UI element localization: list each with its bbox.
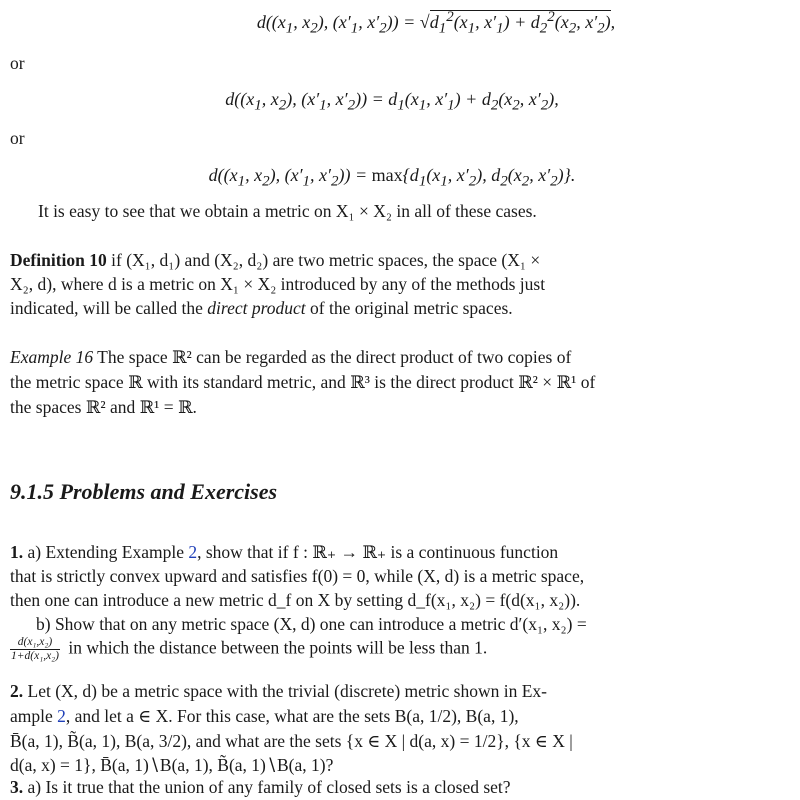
example-2-link[interactable]: 2: [188, 542, 198, 562]
direct-product-term: direct product: [207, 298, 306, 318]
problem-2-line-1: [10, 680, 547, 702]
or-word-2: or: [10, 128, 25, 148]
formula-max-metric: $d((x_1$, $x_2$), ($x'_1$, $x'_2)) = \max\{d_1(x_1$, $x'_2$), $d_2(x_2$, $x'_2$)}.: [208, 165, 576, 190]
problem-3-text-1: a) Is it true that the union of any family of closed sets is a closed set?: [27, 777, 511, 797]
problem-2-text-1: Let (X, d) be a metric space with the trivial (discrete) metric shown in Ex-: [27, 681, 547, 701]
formula-sum-metric: $d((x_1$, $x_2$), ($x'_1$, $x'_2)) = d_1(x_1$, $x'_1) + d_2(x_2$, $x'_2$),: [225, 89, 559, 114]
problem-1-line-4: b) Show that on any metric space (X, d) one can introduce a metric d′(x₁, x₂) =: [36, 614, 587, 634]
problem-1-text-5: in which the distance between the points will be less than 1.: [68, 637, 488, 658]
definition-label: Definition 10: [10, 250, 107, 270]
problem-2-line-3: B̄(a, 1), B̃(a, 1), B(a, 3/2), and what are the sets {x ∈ X | d(a, x) = 1/2}, {x ∈ X |: [10, 731, 573, 751]
problem-2-text-2a: ample: [10, 706, 53, 726]
problem-1-text-1a: a) Extending Example: [27, 542, 184, 562]
problem-1-text-1b: , show that if f : ℝ₊ → ℝ₊ is a continuous function: [197, 542, 559, 562]
fraction-denominator: 1+d(x₁,x₂): [11, 650, 59, 662]
definition-text-1: if (X₁, d₁) and (X₂, d₂) are two metric spaces, the space (X₁ ×: [111, 250, 541, 270]
or-word-1: or: [10, 53, 25, 73]
example-line-2: the metric space ℝ with its standard metric, and ℝ³ is the direct product ℝ² × ℝ¹ of: [10, 372, 596, 392]
example-2-link-b[interactable]: 2: [57, 706, 66, 726]
problem-2-line-4: d(a, x) = 1}, B̄(a, 1)∖B(a, 1), B̃(a, 1)∖B(a, 1)?: [10, 755, 334, 775]
problem-2-text-2b: , and let a ∈ X. For this case, what are the sets B(a, 1/2), B(a, 1),: [65, 706, 519, 726]
example-text-1: The space ℝ² can be regarded as the direct product of two copies of: [97, 347, 572, 367]
example-line-3: the spaces ℝ² and ℝ¹ = ℝ.: [10, 397, 197, 417]
section-heading: 9.1.5 Problems and Exercises: [10, 479, 278, 504]
definition-line-3: [10, 297, 513, 319]
problem-1-line-2: that is strictly convex upward and satisfies f(0) = 0, while (X, d) is a metric space,: [10, 566, 585, 586]
problem-1-line-3: then one can introduce a new metric d_f on X by setting d_f(x₁, x₂) = f(d(x₁, x₂)).: [10, 590, 581, 610]
formula-euclidean-metric: $d((x_1$, $x_2$), ($x'_1$, $x'_2)) = √d_1^2(x_1$, $x'_1) + d_2^2(x_2$, $x'_2$),: [256, 9, 616, 37]
definition-text-3a: indicated, will be called the: [10, 298, 203, 318]
fraction-numerator: d(x₁,x₂): [10, 636, 60, 650]
problem-1-line-1: [10, 541, 558, 563]
problem-1-number: 1.: [10, 542, 24, 562]
definition-line-1: [10, 249, 540, 271]
problem-1-line-5: [10, 636, 487, 663]
example-line-1: [10, 346, 571, 368]
problem-2-line-2: [10, 705, 519, 727]
definition-text-3b: of the original metric spaces.: [310, 298, 513, 318]
problem-3-line-1: [10, 776, 511, 798]
body-sentence: It is easy to see that we obtain a metric on X₁ × X₂ in all of these cases.: [38, 201, 537, 221]
problem-2-number: 2.: [10, 681, 24, 701]
distance-fraction: [10, 636, 60, 663]
problem-3-number: 3.: [10, 777, 24, 797]
definition-line-2: X₂, d), where d is a metric on X₁ × X₂ introduced by any of the methods just: [10, 274, 546, 294]
example-label: Example 16: [10, 347, 94, 367]
